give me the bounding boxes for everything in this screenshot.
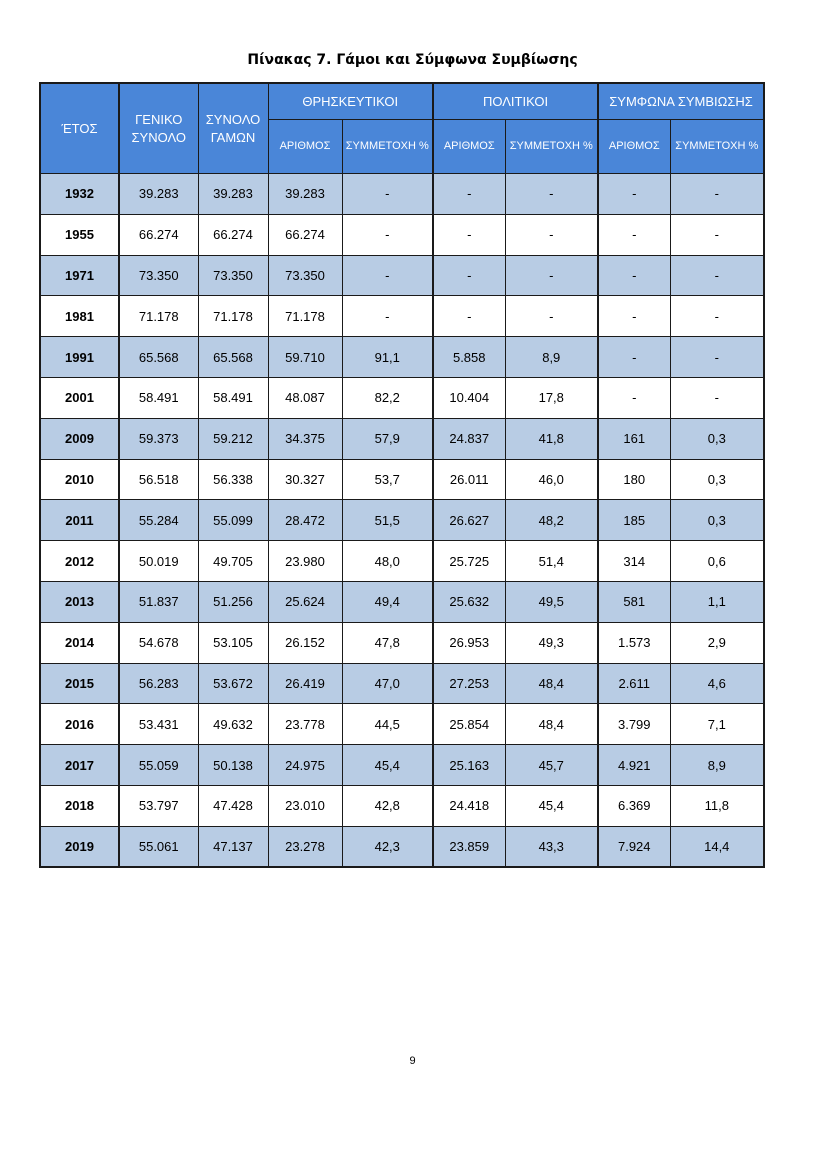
table-cell: 28.472 [268, 500, 342, 541]
table-cell: 71.178 [119, 296, 198, 337]
table-cell: 55.059 [119, 745, 198, 786]
table-cell: 45,4 [505, 785, 598, 826]
table-row [40, 622, 764, 663]
table-cell: 8,9 [505, 337, 598, 378]
table-cell: 47,8 [342, 622, 433, 663]
page-number: 9 [409, 1055, 416, 1067]
table-cell: 39.283 [198, 174, 268, 215]
table-row [40, 255, 764, 296]
table-cell: - [505, 214, 598, 255]
table-cell: 7,1 [670, 704, 764, 745]
table-cell: 23.010 [268, 785, 342, 826]
table-cell: 46,0 [505, 459, 598, 500]
table-cell: 23.859 [433, 826, 505, 867]
table-row [40, 214, 764, 255]
table-cell: 8,9 [670, 745, 764, 786]
cell-year: 2016 [40, 704, 119, 745]
table-cell: 66.274 [198, 214, 268, 255]
subheader-number: ΑΡΙΘΜΟΣ [433, 120, 505, 174]
table-row [40, 785, 764, 826]
table-cell: 55.284 [119, 500, 198, 541]
table-cell: 24.837 [433, 418, 505, 459]
table-row [40, 296, 764, 337]
table-row [40, 418, 764, 459]
table-cell: 49.705 [198, 541, 268, 582]
table-cell: 48.087 [268, 377, 342, 418]
table-cell: - [433, 174, 505, 215]
subheader-number: ΑΡΙΘΜΟΣ [268, 120, 342, 174]
table-cell: 65.568 [119, 337, 198, 378]
header-civil: ΠΟΛΙΤΙΚΟΙ [433, 83, 598, 120]
table-cell: 0,3 [670, 500, 764, 541]
table-cell: 48,4 [505, 704, 598, 745]
cell-year: 2014 [40, 622, 119, 663]
table-cell: - [670, 337, 764, 378]
table-row [40, 663, 764, 704]
subheader-share: ΣΥΜΜΕΤΟΧΗ % [505, 120, 598, 174]
cell-year: 2019 [40, 826, 119, 867]
table-cell: 26.627 [433, 500, 505, 541]
table-cell: 14,4 [670, 826, 764, 867]
table-cell: 49,3 [505, 622, 598, 663]
table-title: Πίνακας 7. Γάμοι και Σύμφωνα Συμβίωσης [247, 52, 578, 68]
table-row [40, 745, 764, 786]
table-cell: 51.837 [119, 581, 198, 622]
table-cell: - [342, 255, 433, 296]
marriages-table [39, 82, 765, 868]
table-cell: 25.725 [433, 541, 505, 582]
table-cell: 1,1 [670, 581, 764, 622]
table-cell: 26.419 [268, 663, 342, 704]
cell-year: 1981 [40, 296, 119, 337]
table-cell: 45,4 [342, 745, 433, 786]
table-cell: 53.797 [119, 785, 198, 826]
table-cell: 42,3 [342, 826, 433, 867]
subheader-number: ΑΡΙΘΜΟΣ [598, 120, 670, 174]
table-cell: 27.253 [433, 663, 505, 704]
table-cell: 59.710 [268, 337, 342, 378]
table-cell: - [433, 214, 505, 255]
table-cell: 82,2 [342, 377, 433, 418]
cell-year: 2012 [40, 541, 119, 582]
table-cell: 53.105 [198, 622, 268, 663]
table-cell: 58.491 [119, 377, 198, 418]
cell-year: 1955 [40, 214, 119, 255]
table-cell: 39.283 [268, 174, 342, 215]
table-cell: 26.953 [433, 622, 505, 663]
table-cell: 2.611 [598, 663, 670, 704]
table-cell: 581 [598, 581, 670, 622]
table-cell: 73.350 [198, 255, 268, 296]
table-cell: - [670, 296, 764, 337]
table-cell: 4,6 [670, 663, 764, 704]
cell-year: 1971 [40, 255, 119, 296]
table-cell: - [505, 174, 598, 215]
table-cell: 23.778 [268, 704, 342, 745]
table-cell: - [433, 255, 505, 296]
table-cell: 53.672 [198, 663, 268, 704]
table-cell: 161 [598, 418, 670, 459]
table-cell: 66.274 [119, 214, 198, 255]
table-row [40, 826, 764, 867]
cell-year: 2013 [40, 581, 119, 622]
cell-year: 2010 [40, 459, 119, 500]
table-cell: - [598, 296, 670, 337]
table-cell: - [598, 255, 670, 296]
cell-year: 1932 [40, 174, 119, 215]
table-cell: 0,3 [670, 459, 764, 500]
table-row [40, 541, 764, 582]
table-cell: 59.373 [119, 418, 198, 459]
table-cell: 58.491 [198, 377, 268, 418]
table-cell: - [598, 377, 670, 418]
cell-year: 2018 [40, 785, 119, 826]
table-cell: 49,5 [505, 581, 598, 622]
table-cell: 50.019 [119, 541, 198, 582]
table-cell: 53,7 [342, 459, 433, 500]
table-cell: 10.404 [433, 377, 505, 418]
table-cell: 41,8 [505, 418, 598, 459]
cell-year: 2017 [40, 745, 119, 786]
table-cell: 47.137 [198, 826, 268, 867]
table-cell: 2,9 [670, 622, 764, 663]
subheader-share: ΣΥΜΜΕΤΟΧΗ % [670, 120, 764, 174]
table-cell: 56.518 [119, 459, 198, 500]
table-cell: 49.632 [198, 704, 268, 745]
table-cell: - [598, 174, 670, 215]
table-cell: 91,1 [342, 337, 433, 378]
table-cell: 180 [598, 459, 670, 500]
table-cell: 48,2 [505, 500, 598, 541]
table-cell: 0,3 [670, 418, 764, 459]
table-cell: 48,0 [342, 541, 433, 582]
table-cell: 1.573 [598, 622, 670, 663]
table-cell: 44,5 [342, 704, 433, 745]
table-cell: 59.212 [198, 418, 268, 459]
table-cell: - [433, 296, 505, 337]
table-cell: 314 [598, 541, 670, 582]
table-cell: 51,5 [342, 500, 433, 541]
table-cell: 54.678 [119, 622, 198, 663]
header-religious: ΘΡΗΣΚΕΥΤΙΚΟΙ [268, 83, 433, 120]
table-cell: 47.428 [198, 785, 268, 826]
table-cell: 0,6 [670, 541, 764, 582]
table-cell: - [342, 214, 433, 255]
table-cell: - [670, 377, 764, 418]
table-cell: 23.980 [268, 541, 342, 582]
table-cell: 17,8 [505, 377, 598, 418]
table-cell: 11,8 [670, 785, 764, 826]
cell-year: 2001 [40, 377, 119, 418]
table-cell: - [670, 255, 764, 296]
table-cell: 73.350 [119, 255, 198, 296]
table-cell: 24.418 [433, 785, 505, 826]
cell-year: 1991 [40, 337, 119, 378]
table-row [40, 337, 764, 378]
table-cell: 30.327 [268, 459, 342, 500]
cell-year: 2011 [40, 500, 119, 541]
table-cell: 50.138 [198, 745, 268, 786]
header-total-general: ΓΕΝΙΚΟ ΣΥΝΟΛΟ [119, 83, 198, 174]
table-cell: 42,8 [342, 785, 433, 826]
table-cell: 26.152 [268, 622, 342, 663]
table-cell: 4.921 [598, 745, 670, 786]
table-cell: 51,4 [505, 541, 598, 582]
header-partnerships: ΣΥΜΦΩΝΑ ΣΥΜΒΙΩΣΗΣ [598, 83, 764, 120]
table-cell: 49,4 [342, 581, 433, 622]
table-cell: 57,9 [342, 418, 433, 459]
table-cell: - [670, 174, 764, 215]
table-cell: 25.854 [433, 704, 505, 745]
subheader-share: ΣΥΜΜΕΤΟΧΗ % [342, 120, 433, 174]
table-cell: 56.283 [119, 663, 198, 704]
table-row [40, 459, 764, 500]
table-cell: 53.431 [119, 704, 198, 745]
table-cell: 71.178 [198, 296, 268, 337]
table-cell: 25.624 [268, 581, 342, 622]
table-cell: 25.632 [433, 581, 505, 622]
table-cell: 3.799 [598, 704, 670, 745]
table-cell: 26.011 [433, 459, 505, 500]
table-row [40, 500, 764, 541]
table-cell: 185 [598, 500, 670, 541]
table-row [40, 581, 764, 622]
table-cell: 55.099 [198, 500, 268, 541]
table-cell: 43,3 [505, 826, 598, 867]
table-cell: 48,4 [505, 663, 598, 704]
table-cell: 71.178 [268, 296, 342, 337]
table-cell: 6.369 [598, 785, 670, 826]
table-cell: 56.338 [198, 459, 268, 500]
table-row [40, 174, 764, 215]
table-cell: 73.350 [268, 255, 342, 296]
table-cell: 39.283 [119, 174, 198, 215]
table-cell: - [670, 214, 764, 255]
table-cell: - [598, 214, 670, 255]
table-cell: 45,7 [505, 745, 598, 786]
table-cell: 34.375 [268, 418, 342, 459]
table-cell: 7.924 [598, 826, 670, 867]
table-cell: 65.568 [198, 337, 268, 378]
table-cell: 66.274 [268, 214, 342, 255]
table-cell: 55.061 [119, 826, 198, 867]
cell-year: 2009 [40, 418, 119, 459]
header-total-marriages: ΣΥΝΟΛΟ ΓΑΜΩΝ [198, 83, 268, 174]
table-cell: 47,0 [342, 663, 433, 704]
table-cell: 25.163 [433, 745, 505, 786]
header-year: ΈΤΟΣ [40, 83, 119, 174]
table-cell: 5.858 [433, 337, 505, 378]
cell-year: 2015 [40, 663, 119, 704]
table-cell: 51.256 [198, 581, 268, 622]
table-cell: - [342, 174, 433, 215]
table-row [40, 704, 764, 745]
table-row [40, 377, 764, 418]
table-cell: - [505, 255, 598, 296]
table-cell: 23.278 [268, 826, 342, 867]
table-cell: 24.975 [268, 745, 342, 786]
table-cell: - [342, 296, 433, 337]
table-cell: - [598, 337, 670, 378]
table-cell: - [505, 296, 598, 337]
